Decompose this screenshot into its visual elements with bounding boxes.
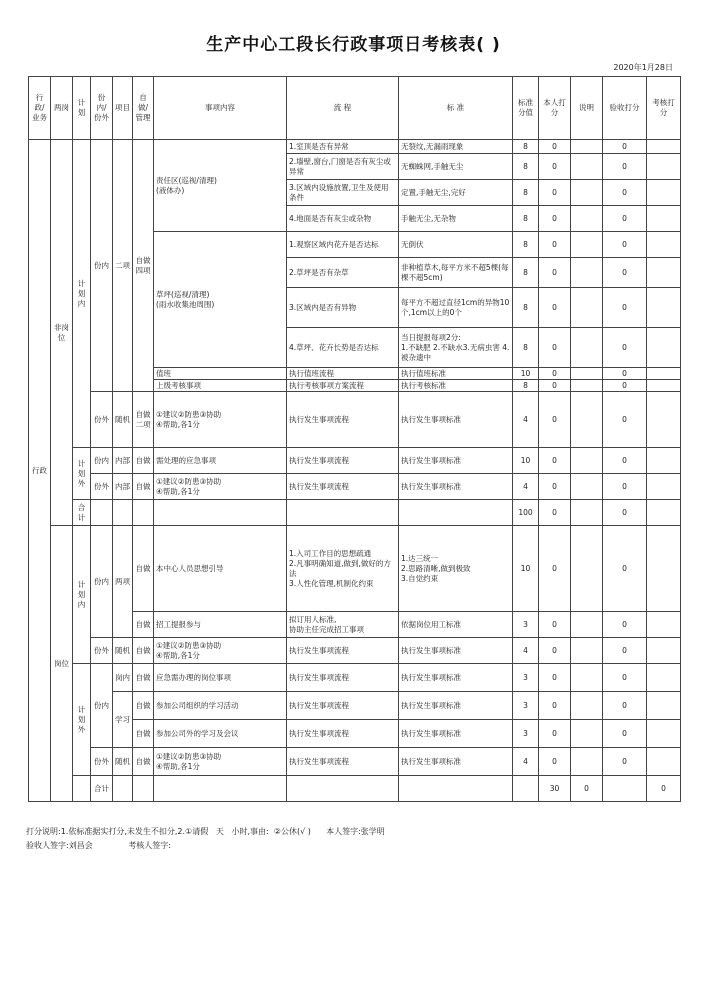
standard-cell: 执行发生事项标准 [399, 474, 513, 500]
check-score-cell[interactable]: 0 [603, 612, 647, 638]
empty-cell [113, 776, 133, 802]
empty-cell [287, 500, 399, 526]
standard-cell: 定置,手触无尘,完好 [399, 180, 513, 206]
assess-score-cell[interactable] [647, 526, 681, 612]
check-score-cell[interactable]: 0 [603, 380, 647, 392]
flow-cell: 4.草坪、花卉长势是否达标 [287, 328, 399, 368]
group-zizuo: 自做 [133, 664, 154, 692]
group-feigangwei: 非岗位 [51, 140, 73, 526]
standard-cell: 执行发生事项标准 [399, 638, 513, 664]
check-score-cell[interactable]: 0 [603, 154, 647, 180]
table-row [29, 638, 681, 664]
standard-cell: 执行发生事项标准 [399, 692, 513, 720]
assess-score-cell[interactable] [647, 368, 681, 380]
empty-cell [154, 500, 287, 526]
note-cell[interactable] [571, 368, 603, 380]
self-score-cell[interactable]: 0 [539, 206, 571, 232]
header-cell: 标 准 [399, 77, 513, 140]
group-zizuo: 自做 [133, 474, 154, 500]
standard-cell: 无倒伏 [399, 232, 513, 258]
score-cell: 100 [513, 500, 539, 526]
assess-score-cell[interactable] [647, 258, 681, 288]
item-cell: ①建议②防患③协助 ④帮助,各1分 [154, 392, 287, 448]
group-suiji: 随机 [113, 638, 133, 664]
header-cell: 份内/份外 [91, 77, 113, 140]
empty-cell [133, 500, 154, 526]
score-cell: 8 [513, 154, 539, 180]
group-xuexi: 学习 [113, 692, 133, 748]
check-score-cell[interactable]: 0 [603, 206, 647, 232]
self-score-cell[interactable]: 0 [539, 232, 571, 258]
empty-cell [91, 500, 113, 526]
score-cell: 8 [513, 288, 539, 328]
check-score-cell[interactable]: 0 [603, 692, 647, 720]
standard-cell: 当日提报每项2分: 1.不缺肥 2.不缺水3.无病虫害 4.被杂遗中 [399, 328, 513, 368]
group-zizuo: 自做 [133, 748, 154, 776]
assess-score-cell[interactable] [647, 692, 681, 720]
group-suiji: 随机 [113, 392, 133, 448]
note-cell[interactable] [571, 392, 603, 448]
self-score-cell[interactable]: 0 [539, 664, 571, 692]
standard-cell: 手触无尘,无杂物 [399, 206, 513, 232]
assess-score-cell[interactable] [647, 180, 681, 206]
note-cell[interactable] [571, 612, 603, 638]
group-zizuo-sixiang: 自做四项 [133, 140, 154, 392]
flow-cell: 2.草坪是否有杂草 [287, 258, 399, 288]
group-zizuo: 自做 [133, 526, 154, 612]
note-cell[interactable] [571, 526, 603, 612]
note-cell[interactable] [603, 776, 647, 802]
group-zizuo: 自做 [133, 612, 154, 638]
standard-cell: 执行发生事项标准 [399, 720, 513, 748]
note-cell[interactable] [571, 664, 603, 692]
score-cell: 8 [513, 328, 539, 368]
page-title: 生产中心工段长行政事项日考核表( ) [206, 35, 501, 55]
assess-score-cell[interactable] [647, 612, 681, 638]
empty-cell [113, 500, 133, 526]
note-cell[interactable] [571, 720, 603, 748]
assess-score-cell[interactable] [647, 206, 681, 232]
table-row [29, 448, 681, 474]
check-score-cell[interactable]: 0 [603, 664, 647, 692]
score-cell: 3 [513, 692, 539, 720]
flow-cell: 4.地面是否有灰尘或杂物 [287, 206, 399, 232]
flow-cell: 3.区域内设施放置,卫生及使用条件 [287, 180, 399, 206]
check-score-cell[interactable]: 0 [603, 328, 647, 368]
check-score-cell[interactable]: 0 [603, 638, 647, 664]
score-cell: 30 [539, 776, 571, 802]
item-cell: 参加公司组织的学习活动 [154, 692, 287, 720]
assess-score-cell[interactable] [647, 392, 681, 448]
group-neibu: 内部 [113, 474, 133, 500]
header-row [29, 77, 681, 140]
item-cell: ①建议②防患③协助 ④帮助,各1分 [154, 748, 287, 776]
header-cell: 项目 [113, 77, 133, 140]
note-cell[interactable] [571, 500, 603, 526]
flow-cell: 2.墙壁,窗台,门窗是否有灰尘或异常 [287, 154, 399, 180]
standard-cell: 执行考核标准 [399, 380, 513, 392]
check-score-cell[interactable]: 0 [603, 258, 647, 288]
note-cell[interactable] [571, 692, 603, 720]
table-row [29, 392, 681, 448]
note-cell[interactable] [571, 748, 603, 776]
group-gangnei: 岗内 [113, 664, 133, 692]
table-row [29, 526, 681, 612]
item-cell: ①建议②防患③协助 ④帮助,各1分 [154, 474, 287, 500]
assess-score-cell[interactable] [647, 720, 681, 748]
assess-score-cell[interactable] [647, 140, 681, 154]
note-cell[interactable] [571, 448, 603, 474]
table-row [29, 748, 681, 776]
flow-cell: 执行发生事项流程 [287, 638, 399, 664]
subtotal-row [29, 500, 681, 526]
empty-cell [287, 776, 399, 802]
group-fenwai: 份外 [91, 474, 113, 500]
group-zizuo: 自做 [133, 638, 154, 664]
flow-cell: 执行发生事项流程 [287, 474, 399, 500]
self-score-cell[interactable]: 0 [539, 328, 571, 368]
flow-cell: 1.观察区域内花卉是否达标 [287, 232, 399, 258]
empty-cell [73, 776, 91, 802]
standard-cell: 非种植草木,每平方米不超5棵(每棵不超5cm) [399, 258, 513, 288]
empty-cell [154, 776, 287, 802]
score-cell: 10 [513, 448, 539, 474]
note-cell[interactable] [571, 380, 603, 392]
check-score-cell[interactable]: 0 [603, 232, 647, 258]
score-cell: 4 [513, 474, 539, 500]
item-zerenqu: 责任区(巡视/清理) (液体办) [154, 140, 287, 232]
note-cell[interactable] [571, 140, 603, 154]
header-cell: 事项内容 [154, 77, 287, 140]
standard-cell: 每平方不超过直径1cm的异物10个,1cm以上的0个 [399, 288, 513, 328]
group-jihuanei: 计划内 [73, 526, 91, 664]
score-cell: 4 [513, 638, 539, 664]
flow-cell: 执行发生事项流程 [287, 392, 399, 448]
self-score-cell[interactable]: 0 [539, 258, 571, 288]
flow-cell: 拟订用人标准, 协助主任完成招工事项 [287, 612, 399, 638]
standard-cell: 执行发生事项标准 [399, 664, 513, 692]
empty-cell [513, 776, 539, 802]
self-score-cell[interactable]: 0 [539, 638, 571, 664]
check-score-cell[interactable]: 0 [603, 748, 647, 776]
group-neibu: 内部 [113, 448, 133, 474]
header-cell: 标准分值 [513, 77, 539, 140]
report-date: 2020年1月28日 [613, 63, 673, 72]
header-cell: 本人打分 [539, 77, 571, 140]
group-jihuanei: 计划内 [73, 140, 91, 448]
table-row [29, 664, 681, 692]
item-cell: 本中心人员思想引导 [154, 526, 287, 612]
standard-cell: 无裂纹,无漏雨现象 [399, 140, 513, 154]
score-cell: 3 [513, 664, 539, 692]
group-suiji: 随机 [113, 748, 133, 776]
note-cell[interactable] [571, 180, 603, 206]
note-cell[interactable] [571, 232, 603, 258]
score-cell: 8 [513, 232, 539, 258]
note-cell[interactable] [571, 638, 603, 664]
standard-cell: 执行发生事项标准 [399, 392, 513, 448]
check-score-cell[interactable]: 0 [603, 500, 647, 526]
flow-cell: 执行考核事项方案流程 [287, 380, 399, 392]
flow-cell: 执行发生事项流程 [287, 748, 399, 776]
subtotal-label: 合计 [73, 500, 91, 526]
assess-score-cell[interactable] [647, 638, 681, 664]
item-caoping: 草坪(巡视/清理) (雨水收集池周围) [154, 232, 287, 368]
assess-score-cell[interactable] [647, 154, 681, 180]
flow-cell: 执行发生事项流程 [287, 448, 399, 474]
group-jihuawai: 计划外 [73, 448, 91, 500]
footer-scoring-note: 打分说明:1.依标准据实打分,未发生不扣分,2.①请假 天 小时,事由: ②公休(√ ) 本人签字:张学明 [26, 827, 385, 836]
check-score-cell[interactable]: 0 [603, 526, 647, 612]
empty-cell [133, 776, 154, 802]
assess-score-cell[interactable] [647, 500, 681, 526]
self-score-cell[interactable]: 0 [539, 448, 571, 474]
self-score-cell[interactable]: 0 [539, 692, 571, 720]
self-score-cell[interactable]: 0 [539, 380, 571, 392]
flow-cell: 执行发生事项流程 [287, 692, 399, 720]
group-zizuo: 自做 [133, 448, 154, 474]
header-cell: 行政/业务 [29, 77, 51, 140]
check-score-cell[interactable]: 0 [603, 180, 647, 206]
assess-score-cell[interactable] [647, 748, 681, 776]
score-cell: 3 [513, 612, 539, 638]
group-erxiang: 二项 [113, 140, 133, 392]
note-cell[interactable] [571, 258, 603, 288]
self-score-cell[interactable]: 0 [539, 368, 571, 380]
score-cell: 8 [513, 258, 539, 288]
group-fennei: 份内 [91, 664, 113, 748]
header-cell: 流 程 [287, 77, 399, 140]
flow-cell: 执行值班流程 [287, 368, 399, 380]
footer-signatures: 验收人签字:刘昌会 考核人签字: [26, 841, 171, 850]
score-cell: 8 [513, 206, 539, 232]
group-fenwai: 份外 [91, 748, 113, 776]
score-cell: 8 [513, 180, 539, 206]
subtotal-row [29, 776, 681, 802]
table-row [29, 474, 681, 500]
item-cell: 参加公司外的学习及会议 [154, 720, 287, 748]
self-score-cell[interactable]: 0 [539, 474, 571, 500]
check-score-cell[interactable]: 0 [603, 448, 647, 474]
group-zizuo: 自做 [133, 720, 154, 748]
note-cell[interactable] [571, 474, 603, 500]
assess-score-cell[interactable] [647, 232, 681, 258]
score-cell: 10 [513, 526, 539, 612]
score-cell: 4 [513, 748, 539, 776]
table-row [29, 692, 681, 720]
assess-score-cell[interactable] [647, 328, 681, 368]
group-jihuawai: 计划外 [73, 664, 91, 776]
assess-score-cell[interactable] [647, 664, 681, 692]
header-cell: 两岗 [51, 77, 73, 140]
check-score-cell[interactable]: 0 [603, 288, 647, 328]
item-cell: 上级考核事项 [154, 380, 287, 392]
group-fenwai: 份外 [91, 392, 113, 448]
header-cell: 考核打分 [647, 77, 681, 140]
standard-cell: 执行发生事项标准 [399, 448, 513, 474]
item-cell: 值班 [154, 368, 287, 380]
flow-cell: 执行发生事项流程 [287, 720, 399, 748]
check-score-cell[interactable]: 0 [603, 392, 647, 448]
check-score-cell[interactable]: 0 [603, 368, 647, 380]
self-score-cell[interactable]: 0 [539, 612, 571, 638]
group-zizuo-erxiang: 自做二项 [133, 392, 154, 448]
self-score-cell[interactable]: 0 [539, 140, 571, 154]
self-score-cell[interactable]: 0 [539, 500, 571, 526]
group-fenwai: 份外 [91, 638, 113, 664]
check-score-cell[interactable]: 0 [603, 140, 647, 154]
self-score-cell[interactable]: 0 [571, 776, 603, 802]
flow-cell: 1.入司工作目的思想疏通 2.凡事明确知道,做到,做好的方法 3.人性化管理,机制化约束 [287, 526, 399, 612]
assessment-table [28, 76, 681, 802]
standard-cell: 执行发生事项标准 [399, 748, 513, 776]
empty-cell [399, 776, 513, 802]
check-score-cell[interactable]: 0 [603, 720, 647, 748]
header-cell: 计划 [73, 77, 91, 140]
score-cell: 3 [513, 720, 539, 748]
group-zizuo: 自做 [133, 692, 154, 720]
check-score-cell[interactable]: 0 [603, 474, 647, 500]
group-fennei: 份内 [91, 448, 113, 474]
item-cell: ①建议②防患③协助 ④帮助,各1分 [154, 638, 287, 664]
header-cell: 验收打分 [603, 77, 647, 140]
assess-score-cell[interactable] [647, 474, 681, 500]
note-cell[interactable] [571, 328, 603, 368]
group-xingzheng: 行政 [29, 140, 51, 802]
self-score-cell[interactable]: 0 [539, 180, 571, 206]
item-cell: 应急需办理的岗位事项 [154, 664, 287, 692]
self-score-cell[interactable]: 0 [539, 392, 571, 448]
self-score-cell[interactable]: 0 [539, 288, 571, 328]
score-cell: 8 [513, 380, 539, 392]
note-cell[interactable] [571, 288, 603, 328]
score-cell: 10 [513, 368, 539, 380]
header-cell: 说明 [571, 77, 603, 140]
check-score-cell[interactable]: 0 [647, 776, 681, 802]
assess-score-cell[interactable] [647, 448, 681, 474]
group-gangwei: 岗位 [51, 526, 73, 802]
item-cell: 需处理的应急事项 [154, 448, 287, 474]
flow-cell: 1.室顶是否有异常 [287, 140, 399, 154]
group-fennei: 份内 [91, 526, 113, 638]
standard-cell: 1.达三统一 2.思路清晰,做到极致 3.自觉约束 [399, 526, 513, 612]
assess-score-cell[interactable] [647, 288, 681, 328]
group-liangxiang: 两项 [113, 526, 133, 638]
self-score-cell[interactable]: 0 [539, 526, 571, 612]
note-cell[interactable] [571, 206, 603, 232]
standard-cell: 依据岗位用工标准 [399, 612, 513, 638]
assess-score-cell[interactable] [647, 380, 681, 392]
self-score-cell[interactable]: 0 [539, 748, 571, 776]
self-score-cell[interactable]: 0 [539, 720, 571, 748]
empty-cell [399, 500, 513, 526]
subtotal-label: 合计 [91, 776, 113, 802]
group-fennei: 份内 [91, 140, 113, 392]
flow-cell: 3.区域内是否有异物 [287, 288, 399, 328]
standard-cell: 无蜘蛛网,手触无尘 [399, 154, 513, 180]
item-cell: 招工提报参与 [154, 612, 287, 638]
note-cell[interactable] [571, 154, 603, 180]
table-row [29, 140, 681, 154]
score-cell: 4 [513, 392, 539, 448]
score-cell: 8 [513, 140, 539, 154]
self-score-cell[interactable]: 0 [539, 154, 571, 180]
header-cell: 自做/管理 [133, 77, 154, 140]
standard-cell: 执行值班标准 [399, 368, 513, 380]
flow-cell: 执行发生事项流程 [287, 664, 399, 692]
